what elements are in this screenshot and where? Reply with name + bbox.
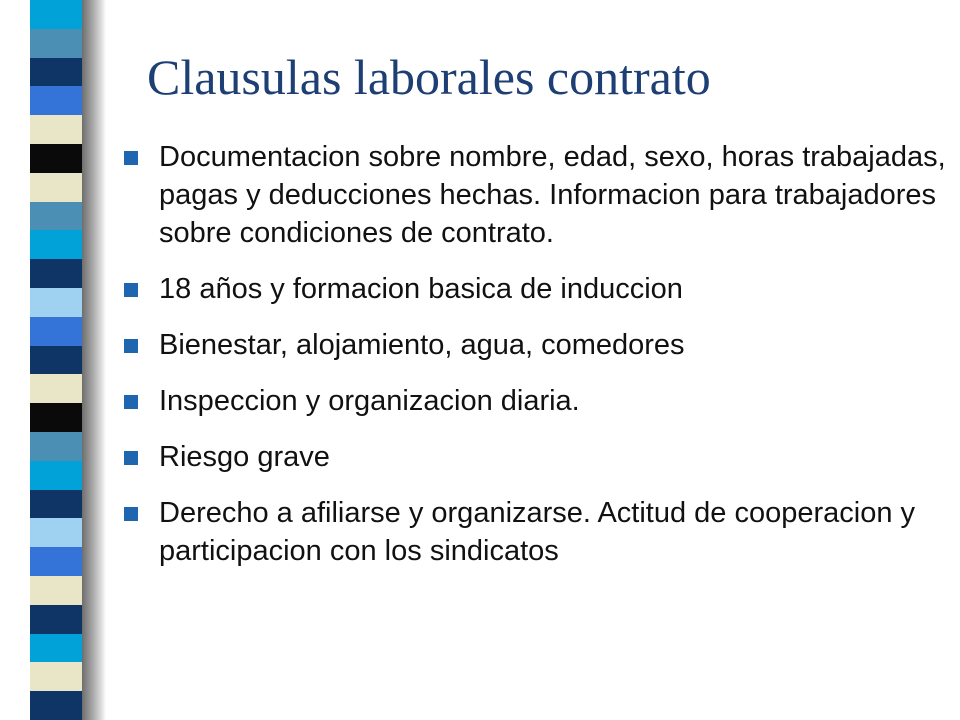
stripe-band — [30, 259, 82, 288]
bullet-text: 18 años y formacion basica de induccion — [159, 273, 683, 305]
bullet-text: Inspeccion y organizacion diaria. — [159, 385, 580, 417]
square-bullet-icon — [124, 283, 138, 297]
bullet-item — [124, 494, 954, 570]
stripe-band — [30, 230, 82, 259]
stripe-band — [30, 576, 82, 605]
stripe-band — [30, 58, 82, 87]
stripe-band — [30, 662, 82, 691]
stripe-band — [30, 634, 82, 663]
bullet-item — [124, 382, 954, 420]
bullet-text: Documentacion sobre nombre, edad, sexo, horas trabajadas, pagas y deducciones hechas. Informacion para trabajadores sobre condiciones de contrato. — [159, 141, 946, 249]
stripe-band — [30, 86, 82, 115]
stripe-band — [30, 0, 82, 29]
decorative-stripe — [30, 0, 82, 720]
square-bullet-icon — [124, 339, 138, 353]
square-bullet-icon — [124, 151, 138, 165]
stripe-band — [30, 547, 82, 576]
stripe-band — [30, 490, 82, 519]
stripe-shadow — [82, 0, 106, 720]
stripe-band — [30, 115, 82, 144]
bullet-text: Riesgo grave — [159, 441, 330, 473]
stripe-band — [30, 374, 82, 403]
stripe-band — [30, 202, 82, 231]
square-bullet-icon — [124, 451, 138, 465]
stripe-band — [30, 317, 82, 346]
square-bullet-icon — [124, 507, 138, 521]
stripe-band — [30, 288, 82, 317]
stripe-band — [30, 173, 82, 202]
stripe-band — [30, 29, 82, 58]
bullet-item — [124, 138, 954, 252]
stripe-band — [30, 605, 82, 634]
square-bullet-icon — [124, 395, 138, 409]
bullet-item — [124, 438, 954, 476]
stripe-band — [30, 403, 82, 432]
stripe-band — [30, 518, 82, 547]
bullet-list — [124, 138, 954, 588]
stripe-band — [30, 346, 82, 375]
stripe-band — [30, 432, 82, 461]
bullet-text: Bienestar, alojamiento, agua, comedores — [159, 329, 685, 361]
stripe-band — [30, 144, 82, 173]
bullet-item — [124, 326, 954, 364]
bullet-item — [124, 270, 954, 308]
stripe-band — [30, 691, 82, 720]
stripe-band — [30, 461, 82, 490]
slide-title: Clausulas laborales contrato — [147, 49, 711, 105]
bullet-text: Derecho a afiliarse y organizarse. Actitud de cooperacion y participacion con los sindicatos — [159, 497, 916, 567]
